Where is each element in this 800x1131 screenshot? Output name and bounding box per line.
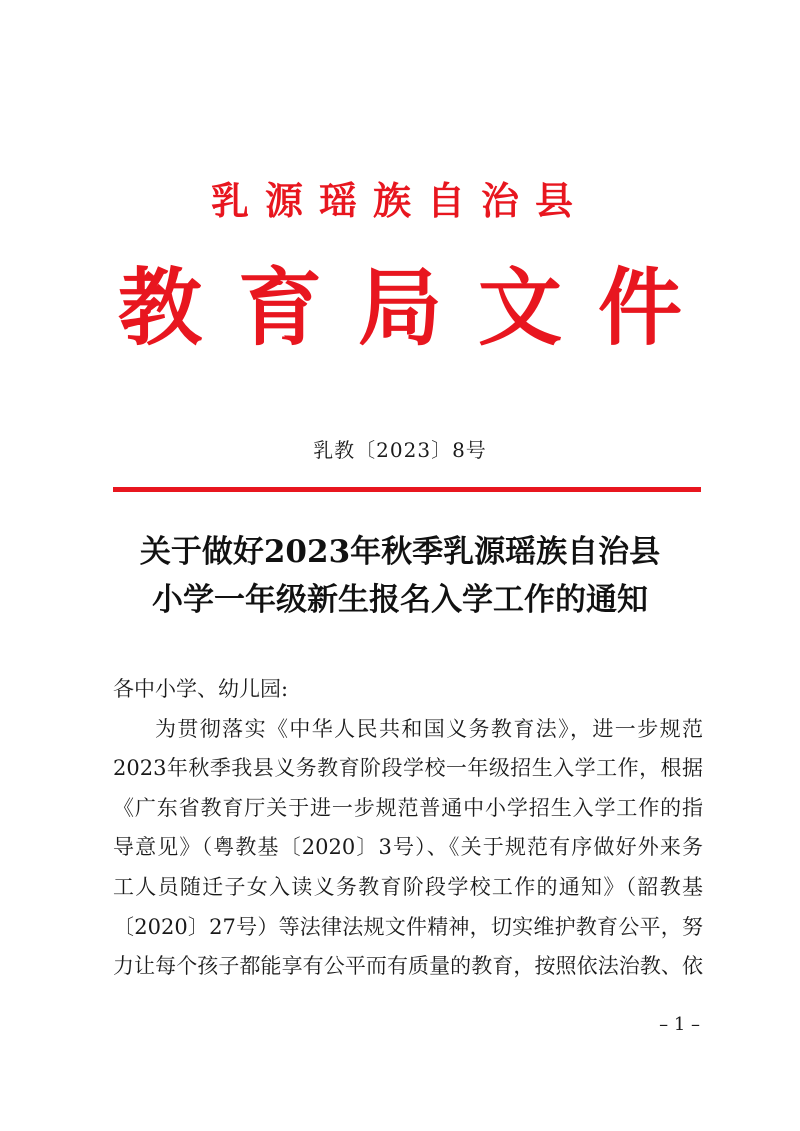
body-line: 《广东省教育厅关于进一步规范普通中小学招生入学工作的指 <box>113 795 703 820</box>
body-line: 2023年秋季我县义务教育阶段学校一年级招生入学工作，根据 <box>113 756 703 781</box>
body-line: 工人员随迁子女入读义务教育阶段学校工作的通知》（韶教基 <box>113 874 703 899</box>
body-line: 导意见》（粤教基〔2020〕3号）、《关于规范有序做好外来务 <box>113 835 703 860</box>
document-title <box>0 528 800 624</box>
body-line: 力让每个孩子都能享有公平而有质量的教育，按照依法治教、依 <box>113 954 703 979</box>
title-line-2: 小学一年级新生报名入学工作的通知 <box>152 582 648 618</box>
body-line: 〔2020〕27号）等法律法规文件精神，切实维护教育公平，努 <box>113 914 703 939</box>
issuer-name: 乳源瑶族自治县 <box>210 178 589 223</box>
document-header-title: 教育局文件 <box>117 258 718 357</box>
page-number: – 1 – <box>659 1014 700 1035</box>
document-body <box>113 670 703 987</box>
title-line-1: 关于做好2023年秋季乳源瑶族自治县 <box>139 534 661 570</box>
red-divider-line <box>113 487 701 492</box>
body-line: 为贯彻落实《中华人民共和国义务教育法》，进一步规范 <box>155 716 703 741</box>
document-number: 乳教〔2023〕8号 <box>313 438 487 462</box>
salutation: 各中小学、幼儿园: <box>113 677 289 701</box>
